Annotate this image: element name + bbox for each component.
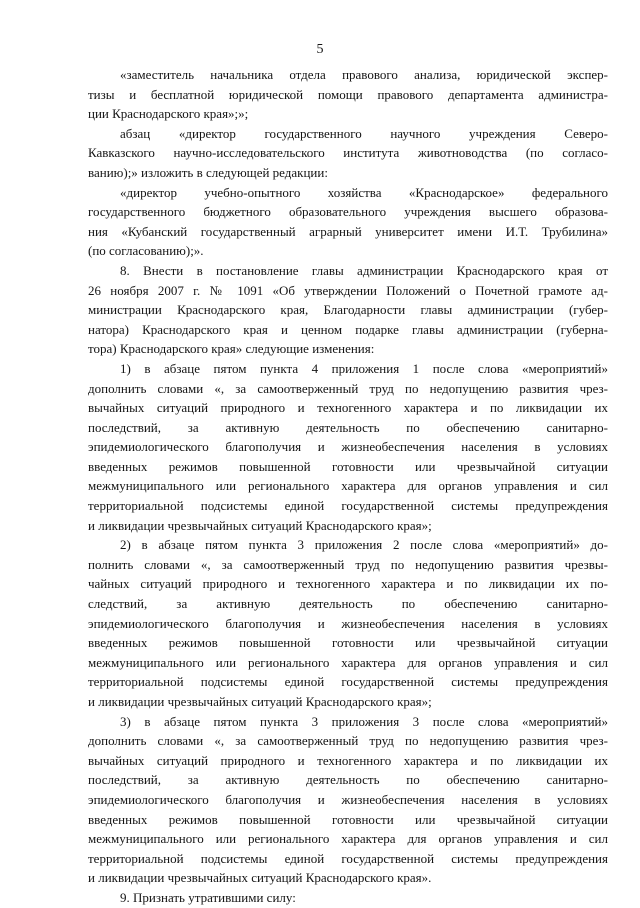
text-line: территориальной подсистемы единой государственной системы предупреждения xyxy=(88,498,608,514)
text-line: ния «Кубанский государственный аграрный университет имени И.Т. Трубилина» xyxy=(88,223,608,239)
text-line: министрации Краснодарского края, Благодарности главы администрации (губер- xyxy=(88,302,608,318)
text-line: ции Краснодарского края»;»; xyxy=(88,106,249,122)
text-line: полнить словами «, за самоотверженный труд по недопущению развития чрезвы- xyxy=(88,556,608,572)
text-line: и ликвидации чрезвычайных ситуаций Краснодарского края»; xyxy=(88,517,432,533)
paragraph xyxy=(88,359,608,535)
text-line: вычайных ситуаций природного и техногенного характера и по ликвидации их xyxy=(88,400,608,416)
text-line: введенных режимов повышенной готовности или чрезвычайной ситуации xyxy=(88,458,608,474)
text-line: территориальной подсистемы единой государственной системы предупреждения xyxy=(88,674,608,690)
text-line: введенных режимов повышенной готовности или чрезвычайной ситуации xyxy=(88,811,608,827)
text-line: тизы и бесплатной юридической помощи правового департамента администра- xyxy=(88,86,608,102)
text-line: 9. Признать утратившими силу: xyxy=(120,889,296,905)
paragraph xyxy=(88,535,608,711)
text-line: дополнить словами «, за самоотверженный труд по недопущению развития чрез- xyxy=(88,380,608,396)
text-line: дополнить словами «, за самоотверженный труд по недопущению развития чрез- xyxy=(88,733,608,749)
text-line: 2) в абзаце пятом пункта 3 приложения 2 после слова «мероприятий» до- xyxy=(120,537,608,553)
text-line: эпидемиологического благополучия и жизнеобеспечения населения в условиях xyxy=(88,439,608,455)
text-line: Кавказского научно-исследовательского института животноводства (по согласо- xyxy=(88,145,608,161)
text-line: и ликвидации чрезвычайных ситуаций Краснодарского края»; xyxy=(88,694,432,709)
text-line: следствий, за активную деятельность по обеспечению санитарно- xyxy=(88,596,608,612)
text-line: государственного бюджетного образовательного учреждения высшего образова- xyxy=(88,204,608,220)
text-line: последствий, за активную деятельность по обеспечению санитарно- xyxy=(88,419,608,435)
text-line: эпидемиологического благополучия и жизнеобеспечения населения в условиях xyxy=(88,615,608,631)
text-line: 26 ноября 2007 г. № 1091 «Об утверждении Положений о Почетной грамоте ад- xyxy=(88,282,608,298)
text-line: тора) Краснодарского края» следующие изменения: xyxy=(88,341,375,357)
text-line: эпидемиологического благополучия и жизнеобеспечения населения в условиях xyxy=(88,791,608,807)
text-line: абзац «директор государственного научного учреждения Северо- xyxy=(120,125,608,141)
paragraph xyxy=(88,65,608,124)
text-line: чайных ситуаций природного и техногенного характера и по ликвидации их по- xyxy=(88,576,608,592)
text-line: «директор учебно-опытного хозяйства «Краснодарское» федерального xyxy=(120,184,608,200)
text-line: вычайных ситуаций природного и техногенного характера и по ликвидации их xyxy=(88,752,608,768)
text-line: 3) в абзаце пятом пункта 3 приложения 3 после слова «мероприятий» xyxy=(120,713,608,729)
page-number: 5 xyxy=(316,42,324,57)
text-line: ванию);» изложить в следующей редакции: xyxy=(88,164,328,180)
text-line: «заместитель начальника отдела правового анализа, юридической экспер- xyxy=(120,67,608,82)
text-line: межмуниципального или регионального характера для органов управления и сил xyxy=(88,831,608,847)
text-line: и ликвидации чрезвычайных ситуаций Краснодарского края». xyxy=(88,870,432,886)
text-line: натора) Краснодарского края и ценном подарке главы администрации (губерна- xyxy=(88,321,608,337)
text-line: 1) в абзаце пятом пункта 4 приложения 1 после слова «мероприятий» xyxy=(120,360,608,376)
text-line: введенных режимов повышенной готовности или чрезвычайной ситуации xyxy=(88,635,608,651)
text-line: 8. Внести в постановление главы администрации Краснодарского края от xyxy=(120,262,608,278)
paragraph xyxy=(88,183,608,261)
text-line: (по согласованию);». xyxy=(88,243,204,259)
text-line: межмуниципального или регионального характера для органов управления и сил xyxy=(88,478,608,494)
paragraph xyxy=(88,124,608,183)
text-line: последствий, за активную деятельность по обеспечению санитарно- xyxy=(88,772,608,788)
paragraph xyxy=(88,261,608,359)
document-body xyxy=(88,65,608,908)
text-line: межмуниципального или регионального характера для органов управления и сил xyxy=(88,654,608,670)
text-line: территориальной подсистемы единой государственной системы предупреждения xyxy=(88,850,608,866)
paragraph xyxy=(88,712,608,888)
